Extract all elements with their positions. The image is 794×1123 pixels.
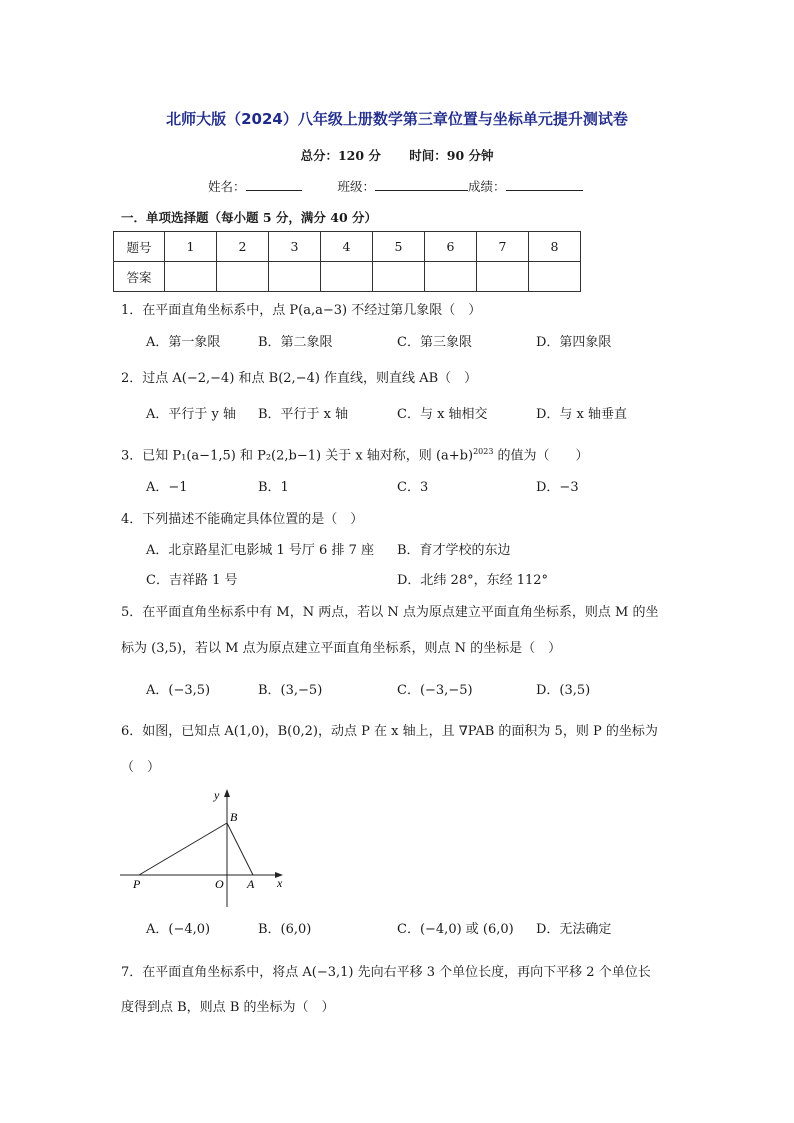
exam-meta [0, 146, 794, 164]
question-number: 6 [425, 232, 477, 262]
question-1-stem: 1．在平面直角坐标系中，点 P(a,a−3) 不经过第几象限（ ） [121, 303, 482, 318]
question-2-option-b[interactable]: B．平行于 x 轴 [258, 407, 349, 422]
question-2-option-d[interactable]: D．与 x 轴垂直 [536, 407, 628, 422]
question-5-option-a[interactable]: A．(−3,5) [146, 683, 211, 698]
table-row [114, 262, 581, 292]
question-number: 4 [321, 232, 373, 262]
question-4-stem: 4．下列描述不能确定具体位置的是（ ） [121, 512, 364, 527]
class-label: 班级： [337, 179, 375, 194]
answer-cell[interactable] [321, 262, 373, 292]
name-blank[interactable] [246, 178, 302, 191]
exam-time: 时间：90 分钟 [409, 148, 494, 163]
question-6-option-d[interactable]: D．无法确定 [536, 922, 612, 937]
label-y: y [214, 788, 220, 802]
table-head-answer: 答案 [114, 262, 165, 292]
question-number: 3 [269, 232, 321, 262]
question-number: 8 [529, 232, 581, 262]
question-1-option-b[interactable]: B．第二象限 [258, 335, 333, 350]
question-6-option-a[interactable]: A．(−4,0) [146, 922, 211, 937]
table-row [114, 232, 581, 262]
answer-cell[interactable] [373, 262, 425, 292]
question-6-option-b[interactable]: B．(6,0) [258, 922, 312, 937]
question-6-line-1: 6．如图，已知点 A(1,0)，B(0,2)，动点 P 在 x 轴上，且 ∇PAB 的面积为 5，则 P 的坐标为 [121, 724, 658, 739]
question-3-option-d[interactable]: D．−3 [536, 480, 579, 495]
table-head-number: 题号 [114, 232, 165, 262]
question-3-option-a[interactable]: A．−1 [146, 480, 188, 495]
question-5-option-c[interactable]: C．(−3,−5) [397, 683, 473, 698]
question-6-figure [117, 783, 297, 911]
y-axis-arrow [224, 789, 230, 797]
question-6-option-c[interactable]: C．(−4,0) 或 (6,0) [397, 922, 514, 937]
question-3-option-b[interactable]: B．1 [258, 480, 289, 495]
label-a: A [247, 877, 255, 891]
exam-title: 北师大版（2024）八年级上册数学第三章位置与坐标单元提升测试卷 [166, 110, 628, 128]
question-5-option-d[interactable]: D．(3,5) [536, 683, 591, 698]
question-4-option-d[interactable]: D．北纬 28°，东经 112° [397, 573, 549, 588]
segment-pb [139, 823, 227, 875]
question-number: 7 [477, 232, 529, 262]
answer-table [113, 231, 581, 292]
question-4-option-c[interactable]: C．吉祥路 1 号 [146, 573, 238, 588]
question-6-line-2: （ ） [121, 760, 161, 775]
question-1-option-a[interactable]: A．第一象限 [146, 335, 221, 350]
answer-cell[interactable] [529, 262, 581, 292]
question-3-stem [121, 442, 589, 466]
question-1-option-c[interactable]: C．第三象限 [397, 335, 472, 350]
question-5-line-2: 标为 (3,5)，若以 M 点为原点建立平面直角坐标系，则点 N 的坐标是（ ） [121, 641, 562, 656]
question-3-stem-pre: 3．已知 P₁(a−1,5) 和 P₂(2,b−1) 关于 x 轴对称，则 (a+b) [121, 448, 474, 464]
segment-ba [227, 823, 253, 875]
question-5-option-b[interactable]: B．(3,−5) [258, 683, 323, 698]
question-2-option-a[interactable]: A．平行于 y 轴 [146, 407, 236, 422]
question-3-option-c[interactable]: C．3 [397, 480, 429, 495]
answer-cell[interactable] [165, 262, 217, 292]
question-4-option-b[interactable]: B．育才学校的东边 [397, 543, 511, 558]
question-number: 2 [217, 232, 269, 262]
section-heading: 一．单项选择题（每小题 5 分，满分 40 分） [121, 210, 378, 225]
question-number: 1 [165, 232, 217, 262]
total-score: 总分：120 分 [300, 148, 381, 163]
question-1-option-d[interactable]: D．第四象限 [536, 335, 612, 350]
label-x: x [277, 876, 283, 890]
answer-cell[interactable] [269, 262, 321, 292]
question-7-line-2: 度得到点 B，则点 B 的坐标为（ ） [121, 1000, 335, 1015]
question-7-line-1: 7．在平面直角坐标系中，将点 A(−3,1) 先向右平移 3 个单位长度，再向下平移 2 个单位长 [121, 965, 651, 980]
name-label: 姓名： [208, 179, 246, 194]
answer-cell[interactable] [425, 262, 477, 292]
student-info [208, 177, 583, 195]
question-5-line-1: 5．在平面直角坐标系中有 M，N 两点，若以 N 点为原点建立平面直角坐标系，则点 M 的坐 [121, 605, 659, 620]
question-4-option-a[interactable]: A．北京路星汇电影城 1 号厅 6 排 7 座 [146, 543, 374, 558]
score-label: 成绩： [468, 179, 506, 194]
label-b: B [230, 810, 238, 824]
label-p: P [133, 877, 141, 891]
label-o: O [215, 877, 224, 891]
answer-cell[interactable] [477, 262, 529, 292]
question-3-stem-post: 的值为（ ） [493, 448, 589, 464]
question-3-exponent: 2023 [473, 447, 494, 456]
question-2-option-c[interactable]: C．与 x 轴相交 [397, 407, 488, 422]
score-blank[interactable] [506, 178, 583, 191]
class-blank[interactable] [375, 178, 468, 191]
question-number: 5 [373, 232, 425, 262]
question-2-stem: 2．过点 A(−2,−4) 和点 B(2,−4) 作直线，则直线 AB（ ） [121, 371, 478, 386]
answer-cell[interactable] [217, 262, 269, 292]
